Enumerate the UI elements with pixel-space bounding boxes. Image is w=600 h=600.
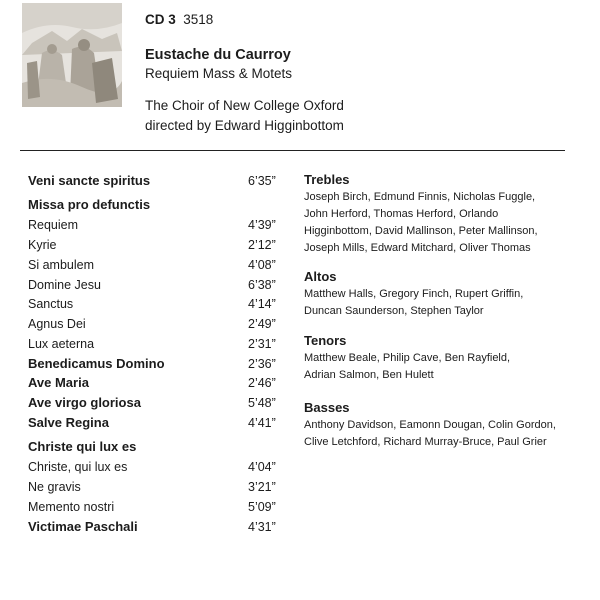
track-duration: 2’46” bbox=[248, 376, 276, 390]
track-title: Christe, qui lux es bbox=[28, 460, 128, 474]
track-title: Ave Maria bbox=[28, 375, 89, 390]
track-duration: 5’09” bbox=[248, 500, 276, 514]
track-item bbox=[28, 171, 290, 191]
member-line: Duncan Saunderson, Stephen Taylor bbox=[304, 305, 484, 317]
track-item bbox=[28, 497, 290, 517]
cd-number: CD 3 bbox=[145, 12, 176, 27]
track-item bbox=[28, 373, 290, 393]
track-duration: 4’39” bbox=[248, 218, 276, 232]
track-title: Ne gravis bbox=[28, 480, 81, 494]
track-item bbox=[28, 354, 290, 374]
personnel-section-basses bbox=[304, 399, 594, 451]
member-line: John Herford, Thomas Herford, Orlando bbox=[304, 208, 499, 220]
track-duration: 2’49” bbox=[248, 317, 276, 331]
composer-name: Eustache du Caurroy bbox=[145, 47, 291, 63]
track-title: Si ambulem bbox=[28, 258, 94, 272]
track-title: Kyrie bbox=[28, 238, 57, 252]
member-line: Joseph Mills, Edward Mitchard, Oliver Thomas bbox=[304, 242, 531, 254]
track-title: Domine Jesu bbox=[28, 278, 101, 292]
track-title: Veni sancte spiritus bbox=[28, 173, 151, 188]
personnel-section-trebles bbox=[304, 171, 594, 257]
track-title: Lux aeterna bbox=[28, 337, 95, 351]
member-line: Matthew Beale, Philip Cave, Ben Rayfield, bbox=[304, 352, 511, 364]
member-line: Anthony Davidson, Eamonn Dougan, Colin Gordon, bbox=[304, 419, 556, 431]
work-heading: Christe qui lux es bbox=[28, 439, 137, 454]
track-title: Ave virgo gloriosa bbox=[28, 395, 141, 410]
choir-name: The Choir of New College Oxford bbox=[145, 98, 344, 113]
track-duration: 4’04” bbox=[248, 460, 276, 474]
album-subtitle: Requiem Mass & Motets bbox=[145, 66, 293, 81]
cover-artwork bbox=[22, 3, 122, 107]
track-title: Benedicamus Domino bbox=[28, 356, 165, 371]
section-heading: Altos bbox=[304, 269, 337, 284]
work-heading: Missa pro defunctis bbox=[28, 197, 151, 212]
personnel-section-tenors bbox=[304, 332, 594, 384]
track-title: Requiem bbox=[28, 218, 79, 232]
track-duration: 2’36” bbox=[248, 357, 276, 371]
track-title: Agnus Dei bbox=[28, 317, 86, 331]
track-duration: 6’35” bbox=[248, 174, 276, 188]
track-item bbox=[28, 334, 290, 354]
member-line: Adrian Salmon, Ben Hulett bbox=[304, 369, 434, 381]
track-duration: 3’21” bbox=[248, 480, 276, 494]
track-duration: 2’31” bbox=[248, 337, 276, 351]
track-item bbox=[28, 294, 290, 314]
member-line: Clive Letchford, Richard Murray-Bruce, Paul Grier bbox=[304, 436, 547, 448]
track-item bbox=[28, 393, 290, 413]
catalog-number: 3518 bbox=[183, 12, 214, 27]
track-title: Salve Regina bbox=[28, 415, 109, 430]
track-item bbox=[28, 275, 290, 295]
track-title: Victimae Paschali bbox=[28, 519, 138, 534]
personnel-section-altos bbox=[304, 268, 594, 320]
divider bbox=[20, 150, 565, 151]
track-item bbox=[28, 235, 290, 255]
member-line: Matthew Halls, Gregory Finch, Rupert Griffin, bbox=[304, 288, 524, 300]
track-duration: 2’12” bbox=[248, 238, 276, 252]
track-item bbox=[28, 255, 290, 275]
track-item bbox=[28, 314, 290, 334]
section-heading: Basses bbox=[304, 400, 350, 415]
track-item bbox=[28, 215, 290, 235]
section-heading: Trebles bbox=[304, 172, 350, 187]
member-line: Joseph Birch, Edmund Finnis, Nicholas Fuggle, bbox=[304, 191, 536, 203]
painting-icon bbox=[22, 3, 122, 107]
track-item bbox=[28, 517, 290, 537]
track-duration: 5’48” bbox=[248, 396, 276, 410]
cd-label bbox=[145, 12, 213, 27]
track-duration: 4’14” bbox=[248, 297, 276, 311]
section-heading: Tenors bbox=[304, 333, 347, 348]
track-duration: 4’08” bbox=[248, 258, 276, 272]
member-line: Higginbottom, David Mallinson, Peter Mallinson, bbox=[304, 225, 538, 237]
track-title: Sanctus bbox=[28, 297, 74, 311]
track-title: Memento nostri bbox=[28, 500, 115, 514]
track-item bbox=[28, 477, 290, 497]
track-duration: 6’38” bbox=[248, 278, 276, 292]
track-duration: 4’31” bbox=[248, 520, 276, 534]
track-item bbox=[28, 413, 290, 433]
track-item bbox=[28, 457, 290, 477]
director-credit: directed by Edward Higginbottom bbox=[145, 118, 344, 133]
track-duration: 4’41” bbox=[248, 416, 276, 430]
